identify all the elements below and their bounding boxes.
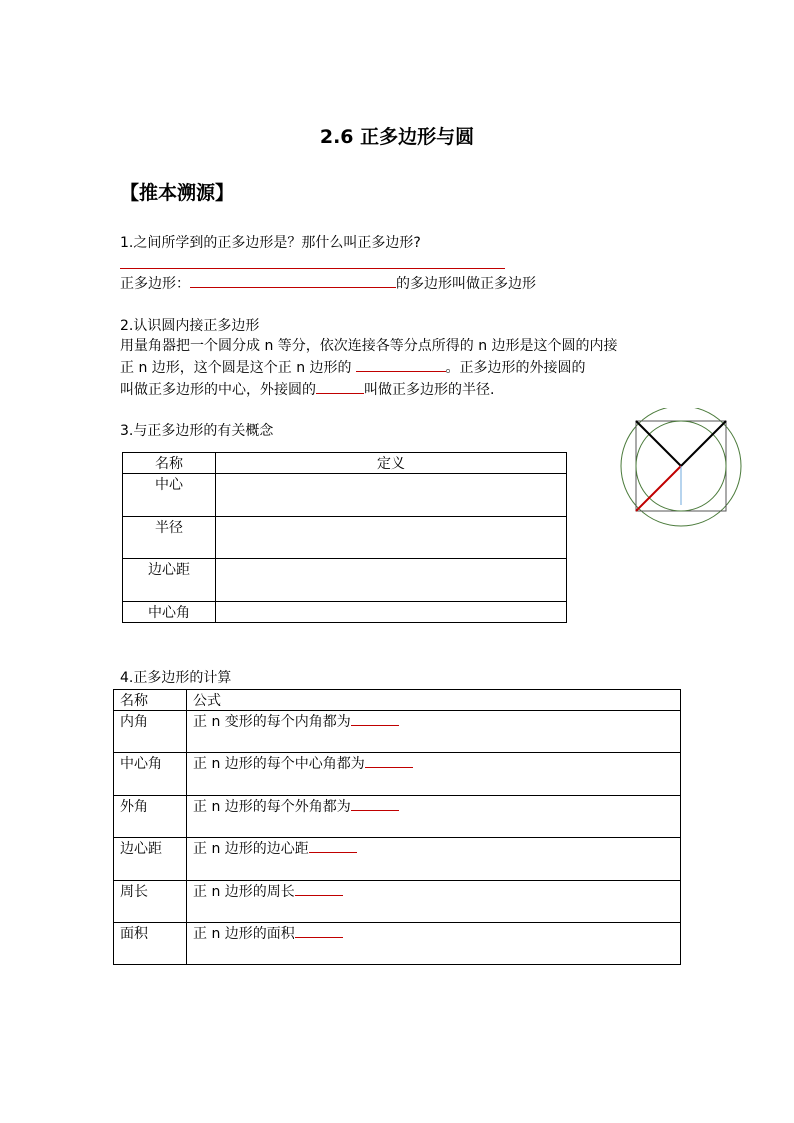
- table-row: [114, 796, 681, 838]
- q2-line1: 用量角器把一个圆分成 n 等分，依次连接各等分点所得的 n 边形是这个圆的内接: [120, 338, 618, 354]
- q2-line2: [120, 357, 586, 379]
- calc-header-formula: 公式: [187, 690, 681, 711]
- calculation-table: [113, 689, 681, 965]
- table-row: [114, 838, 681, 881]
- calc-formula: 正 n 边形的边心距: [193, 841, 309, 857]
- table-row: [123, 602, 567, 623]
- calc-formula: 正 n 边形的每个中心角都为: [193, 756, 365, 772]
- concept-header-definition: 定义: [216, 453, 567, 474]
- calc-formula: 正 n 边形的面积: [193, 926, 295, 942]
- calc-formula-cell: [187, 923, 681, 965]
- center-line-right: [681, 421, 726, 466]
- calc-blank[interactable]: [309, 839, 357, 853]
- concept-definition-cell[interactable]: [216, 602, 567, 623]
- calc-blank[interactable]: [351, 712, 399, 726]
- calc-formula-cell: [187, 838, 681, 881]
- q1-definition: [120, 273, 536, 295]
- q2-line2-suffix: 。正多边形的外接圆的: [445, 360, 586, 376]
- q2-heading: 2.认识圆内接正多边形: [120, 318, 260, 334]
- calc-formula-cell: [187, 711, 681, 753]
- concept-table: [122, 452, 567, 623]
- q1-answer-blank[interactable]: [120, 268, 505, 269]
- table-row: [114, 923, 681, 965]
- q2-line2-prefix: 正 n 边形，这个圆是这个正 n 边形的: [120, 360, 352, 376]
- center-line-left: [636, 421, 681, 466]
- q4-heading: 4.正多边形的计算: [120, 670, 232, 686]
- q1-def-prefix: 正多边形：: [120, 276, 190, 292]
- calc-header-name: 名称: [114, 690, 187, 711]
- calc-name: 面积: [114, 923, 187, 965]
- calc-formula: 正 n 变形的每个内角都为: [193, 714, 351, 730]
- q2-line3-prefix: 叫做正多边形的中心，外接圆的: [120, 382, 316, 398]
- table-row: [123, 559, 567, 602]
- calc-name: 周长: [114, 881, 187, 923]
- concept-name: 边心距: [123, 559, 216, 602]
- concept-header-name: 名称: [123, 453, 216, 474]
- q2-blank-1[interactable]: [356, 357, 446, 372]
- calc-blank[interactable]: [295, 882, 343, 896]
- table-row: [114, 753, 681, 796]
- calc-formula-cell: [187, 796, 681, 838]
- calc-name: 外角: [114, 796, 187, 838]
- calc-name: 边心距: [114, 838, 187, 881]
- section-heading: 【推本溯源】: [120, 182, 235, 204]
- q3-heading: 3.与正多边形的有关概念: [120, 423, 274, 439]
- calc-formula-cell: [187, 753, 681, 796]
- table-row: [123, 517, 567, 559]
- concept-name: 中心角: [123, 602, 216, 623]
- table-row: [114, 711, 681, 753]
- q2-blank-2[interactable]: [316, 379, 364, 394]
- concept-definition-cell[interactable]: [216, 559, 567, 602]
- concept-name: 中心: [123, 474, 216, 517]
- calc-blank[interactable]: [351, 797, 399, 811]
- calc-formula-cell: [187, 881, 681, 923]
- q1-def-suffix: 的多边形叫做正多边形: [396, 276, 536, 292]
- calc-blank[interactable]: [295, 924, 343, 938]
- q1-def-blank[interactable]: [190, 273, 396, 288]
- calc-formula: 正 n 边形的每个外角都为: [193, 799, 351, 815]
- calc-formula: 正 n 边形的周长: [193, 884, 295, 900]
- calculation-table-header: [114, 690, 681, 711]
- calc-name: 中心角: [114, 753, 187, 796]
- table-row: [114, 881, 681, 923]
- q2-line3: [120, 379, 494, 401]
- q2-line3-suffix: 叫做正多边形的半径.: [364, 382, 495, 398]
- polygon-circle-figure: [612, 408, 752, 528]
- calc-name: 内角: [114, 711, 187, 753]
- radius-line: [636, 466, 681, 511]
- q1-question: 1.之间所学到的正多边形是？那什么叫正多边形?: [120, 235, 421, 251]
- table-row: [123, 474, 567, 517]
- page-title: 2.6 正多边形与圆: [319, 126, 475, 148]
- concept-definition-cell[interactable]: [216, 517, 567, 559]
- calc-blank[interactable]: [365, 754, 413, 768]
- concept-definition-cell[interactable]: [216, 474, 567, 517]
- concept-table-header: [123, 453, 567, 474]
- concept-name: 半径: [123, 517, 216, 559]
